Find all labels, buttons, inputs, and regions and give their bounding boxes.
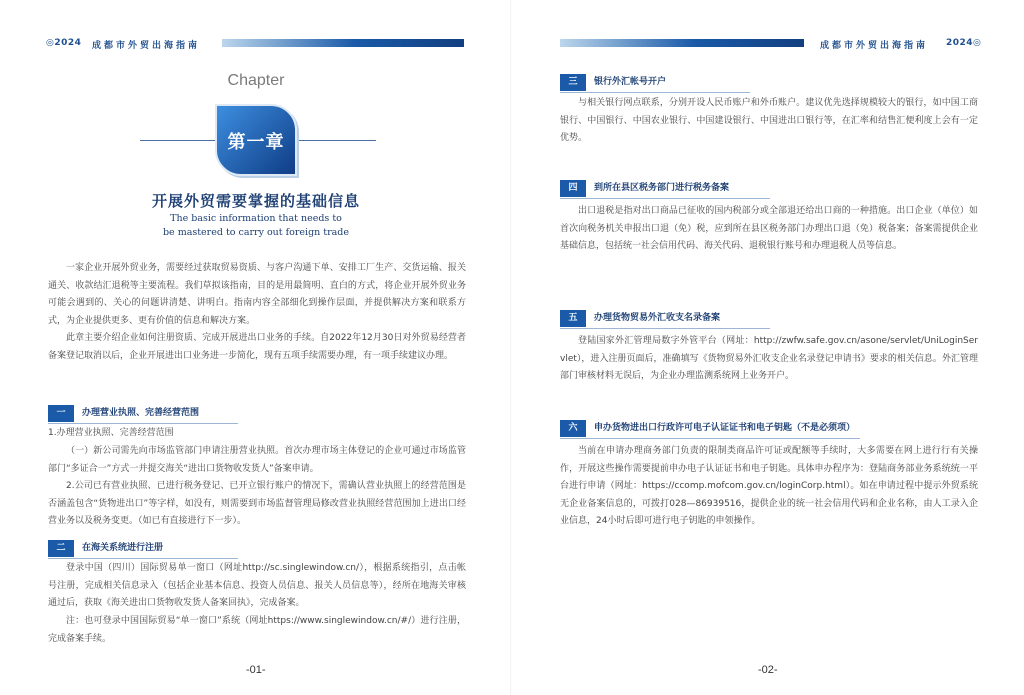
- section-label-6: 申办货物进出口行政许可电子认证证书和电子钥匙（不是必须项）: [594, 423, 856, 433]
- section1-paragraph-2: （一）新公司需先向市场监管部门申请注册营业执照。首次办理市场主体登记的企业可通过市场监管部门“多证合一”方式一并提交海关“进出口货物收发货人”备案申请。: [48, 446, 466, 474]
- section-label-3: 银行外汇帐号开户: [594, 77, 667, 87]
- section-number-5: 五: [560, 310, 586, 327]
- right-page: [512, 0, 1024, 695]
- header-bar-right: [560, 39, 804, 47]
- chapter-subtitle-line1: The basic information that needs to: [170, 213, 342, 224]
- header-title-right: 成都市外贸出海指南: [820, 41, 929, 51]
- section5-paragraph-1: 登陆国家外汇管理局数字外管平台（网址：http://zwfw.safe.gov.cn/asone/servlet/UniLoginServlet），进入注册页面后，准确填写《货物贸易外汇收支企业名录登记申请书》要求的相关信息。外汇管理部门审核材料无误后，为企业办理监测系统网上业务开户。: [560, 336, 978, 381]
- section-heading-2: [48, 540, 466, 557]
- section-underline-3: [560, 92, 750, 93]
- section-number-4: 四: [560, 180, 586, 197]
- section-number-1: 一: [48, 405, 74, 422]
- section-heading-5: [560, 310, 978, 327]
- header-year-right: 2024◎: [946, 38, 982, 48]
- chapter-line-right: [296, 140, 376, 141]
- section1-paragraph-1: 1.办理营业执照、完善经营范围: [48, 428, 174, 438]
- section3-paragraph-1: 与相关银行网点联系，分别开设人民币账户和外币账户。建议优先选择规模较大的银行，如中国工商银行、中国银行、中国农业银行、中国建设银行、中国进出口银行等，在汇率和结售汇便利度上会有一定优势。: [560, 98, 978, 143]
- section-label-4: 到所在县区税务部门进行税务备案: [594, 183, 730, 193]
- chapter-badge-text: 第一章: [227, 132, 285, 153]
- section-underline-6: [560, 438, 860, 439]
- section-underline-2: [48, 558, 238, 559]
- section-number-3: 三: [560, 74, 586, 91]
- section6-paragraph-1: 当前在申请办理商务部门负责的限制类商品许可证或配额等手续时，大多需要在网上进行行有关操作，开展这些操作需要提前申办电子认证证书和电子钥匙。具体申办程序为：登陆商务部业务系统统一平台进行申请（网址：https://ccomp.mofcom.gov.cn/loginCorp.html）。如在申请过程中提示外贸系统无企业备案信息的，可拨打028—86939516，提供企业的统一社会信用代码和企业名称，由人工录入企业信息，24小时后即可进行电子钥匙的申领操作。: [560, 446, 978, 526]
- header-title: 成都市外贸出海指南: [92, 41, 201, 51]
- section-label-1: 办理营业执照、完善经营范围: [82, 408, 200, 418]
- chapter-subtitle-line2: be mastered to carry out foreign trade: [162, 227, 350, 238]
- section-heading-3: [560, 74, 978, 91]
- intro-paragraph-2: 此章主要介绍企业如何注册资质、完成开展进出口业务的手续。自2022年12月30日对外贸易经营者备案登记取消以后，企业开展进出口业务进一步简化，现有五项手续需要办理，有一项手续建议办理。: [48, 333, 466, 361]
- section2-paragraph-2: 注：也可登录中国国际贸易“单一窗口”系统（网址https://www.singlewindow.cn/#/）进行注册，完成备案手续。: [48, 616, 466, 644]
- page-number-left: -01-: [246, 664, 266, 676]
- intro-paragraph-1: 一家企业开展外贸业务，需要经过获取贸易资质、与客户沟通下单、安排工厂生产、交货运输、报关通关、收款结汇退税等主要流程。我们草拟该指南，目的是用最简明、直白的方式，将企业开展外贸业务可能会遇到的、关心的问题讲清楚、讲明白。指南内容全部细化到操作层面，并提供解决方案和联系方式，为企业提供更多、更有价值的信息和解决方案。: [48, 263, 466, 326]
- section4-paragraph-1: 出口退税是指对出口商品已征收的国内税部分或全部退还给出口商的一种措施。出口企业（单位）如首次向税务机关申报出口退（免）税，应到所在县区税务部门办理出口退（免）税备案；备案需提供企业基础信息，包括统一社会信用代码、海关代码、退税银行账号和办理退税人员等信息。: [560, 206, 978, 251]
- section-heading-1: [48, 405, 466, 422]
- header-year: ◎2024: [46, 38, 82, 48]
- section2-paragraph-1: 登录中国（四川）国际贸易单一窗口（网址http://sc.singlewindow.cn/），根据系统指引，点击帐号注册，完成相关信息录入（包括企业基本信息、投资人员信息、报关人员信息等），经所在地海关审核通过后，获取《海关进出口货物收发货人备案回执》，完成备案。: [48, 563, 466, 608]
- section-underline-4: [560, 198, 770, 199]
- section-heading-6: [560, 420, 978, 437]
- section-underline-1: [48, 423, 238, 424]
- header-bar: [222, 39, 464, 47]
- chapter-line-left: [140, 140, 216, 141]
- section-number-6: 六: [560, 420, 586, 437]
- section-heading-4: [560, 180, 978, 197]
- section-label-5: 办理货物贸易外汇收支名录备案: [594, 313, 721, 323]
- page-number-right: -02-: [758, 664, 778, 676]
- chapter-title: 开展外贸需要掌握的基础信息: [151, 192, 360, 210]
- chapter-badge: [215, 104, 297, 176]
- section-label-2: 在海关系统进行注册: [82, 543, 164, 553]
- chapter-word: Chapter: [227, 72, 285, 89]
- section-underline-5: [560, 328, 770, 329]
- section-number-2: 二: [48, 540, 74, 557]
- section1-paragraph-3: 2.公司已有营业执照、已进行税务登记、已开立银行账户的情况下，需确认营业执照上的经营范围是否涵盖包含“货物进出口”等字样，如没有，则需要到市场监督管理局修改营业执照经营范围加上进出口经营业务以及税务变更。（如已有直接进行下一步）。: [48, 481, 466, 526]
